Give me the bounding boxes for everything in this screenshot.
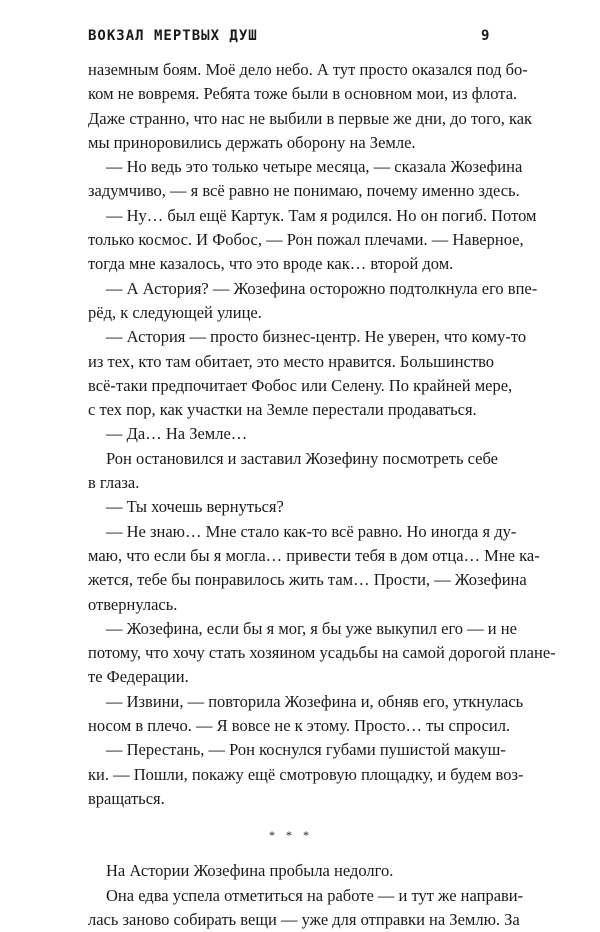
text-line: — Да… На Земле… xyxy=(106,424,248,444)
text-line: с тех пор, как участки на Земле перестали продаваться. xyxy=(88,400,477,420)
running-title: ВОКЗАЛ МЕРТВЫХ ДУШ xyxy=(88,28,258,44)
text-line: ком не вовремя. Ребята тоже были в основном мои, из флота. xyxy=(88,84,518,104)
text-line: лась заново собирать вещи — уже для отправки на Землю. За xyxy=(88,909,520,929)
text-line: маю, что если бы я могла… привести тебя в дом отца… Мне ка- xyxy=(88,545,540,565)
text-line: мы приноровились держать оборону на Земле. xyxy=(88,132,416,152)
text-line: только космос. И Фобос, — Рон пожал плечами. — Наверное, xyxy=(88,230,524,250)
text-line: — Астория — просто бизнес-центр. Не уверен, что кому-то xyxy=(106,327,527,347)
body-text xyxy=(88,58,556,932)
text-line: те Федерации. xyxy=(88,667,189,687)
text-line: наземным боям. Моё дело небо. А тут просто оказался под бо- xyxy=(88,60,528,79)
text-line: Рон остановился и заставил Жозефину посмотреть себе xyxy=(106,448,498,468)
text-line: — Перестань, — Рон коснулся губами пушистой макуш- xyxy=(106,740,506,760)
text-line: — А Астория? — Жозефина осторожно подтолкнула его впе- xyxy=(106,278,538,298)
text-line: рёд, к следующей улице. xyxy=(88,302,262,322)
text-line: — Жозефина, если бы я мог, я бы уже выкупил его — и не xyxy=(106,618,517,638)
text-line: вращаться. xyxy=(88,788,165,808)
text-lines-after-break xyxy=(88,859,524,932)
text-lines-before-break xyxy=(88,58,556,811)
text-line: отвернулась. xyxy=(88,594,178,614)
text-line: потому, что хочу стать хозяином усадьбы на самой дорогой плане- xyxy=(88,643,556,663)
text-line: — Но ведь это только четыре месяца, — сказала Жозефина xyxy=(106,157,523,177)
text-line: всё-таки предпочитает Фобос или Селену. По крайней мере, xyxy=(88,375,513,395)
section-break: * * * xyxy=(269,828,313,843)
text-line: из тех, кто там обитает, это место нравится. Большинство xyxy=(88,351,494,371)
text-line: Она едва успела отметиться на работе — и тут же направи- xyxy=(106,885,524,905)
text-line: в глаза. xyxy=(88,473,140,493)
text-line: носом в плечо. — Я вовсе не к этому. Просто… ты спросил. xyxy=(88,716,511,736)
text-line: тогда мне казалось, что это вроде как… второй дом. xyxy=(88,254,454,274)
text-line: жется, тебе бы понравилось жить там… Прости, — Жозефина xyxy=(88,570,527,590)
text-line: задумчиво, — я всё равно не понимаю, почему именно здесь. xyxy=(88,181,520,201)
text-line: На Астории Жозефина пробыла недолго. xyxy=(106,861,394,881)
text-line: Даже странно, что нас не выбили в первые же дни, до того, как xyxy=(88,108,533,128)
text-line: ки. — Пошли, покажу ещё смотровую площадку, и будем воз- xyxy=(88,764,524,784)
text-line: — Ну… был ещё Картук. Там я родился. Но он погиб. Потом xyxy=(106,205,537,225)
page-number: 9 xyxy=(481,28,490,44)
text-line: — Не знаю… Мне стало как-то всё равно. Но иногда я ду- xyxy=(106,521,517,541)
text-line: — Извини, — повторила Жозефина и, обняв его, уткнулась xyxy=(106,691,524,711)
text-line: — Ты хочешь вернуться? xyxy=(106,497,284,517)
